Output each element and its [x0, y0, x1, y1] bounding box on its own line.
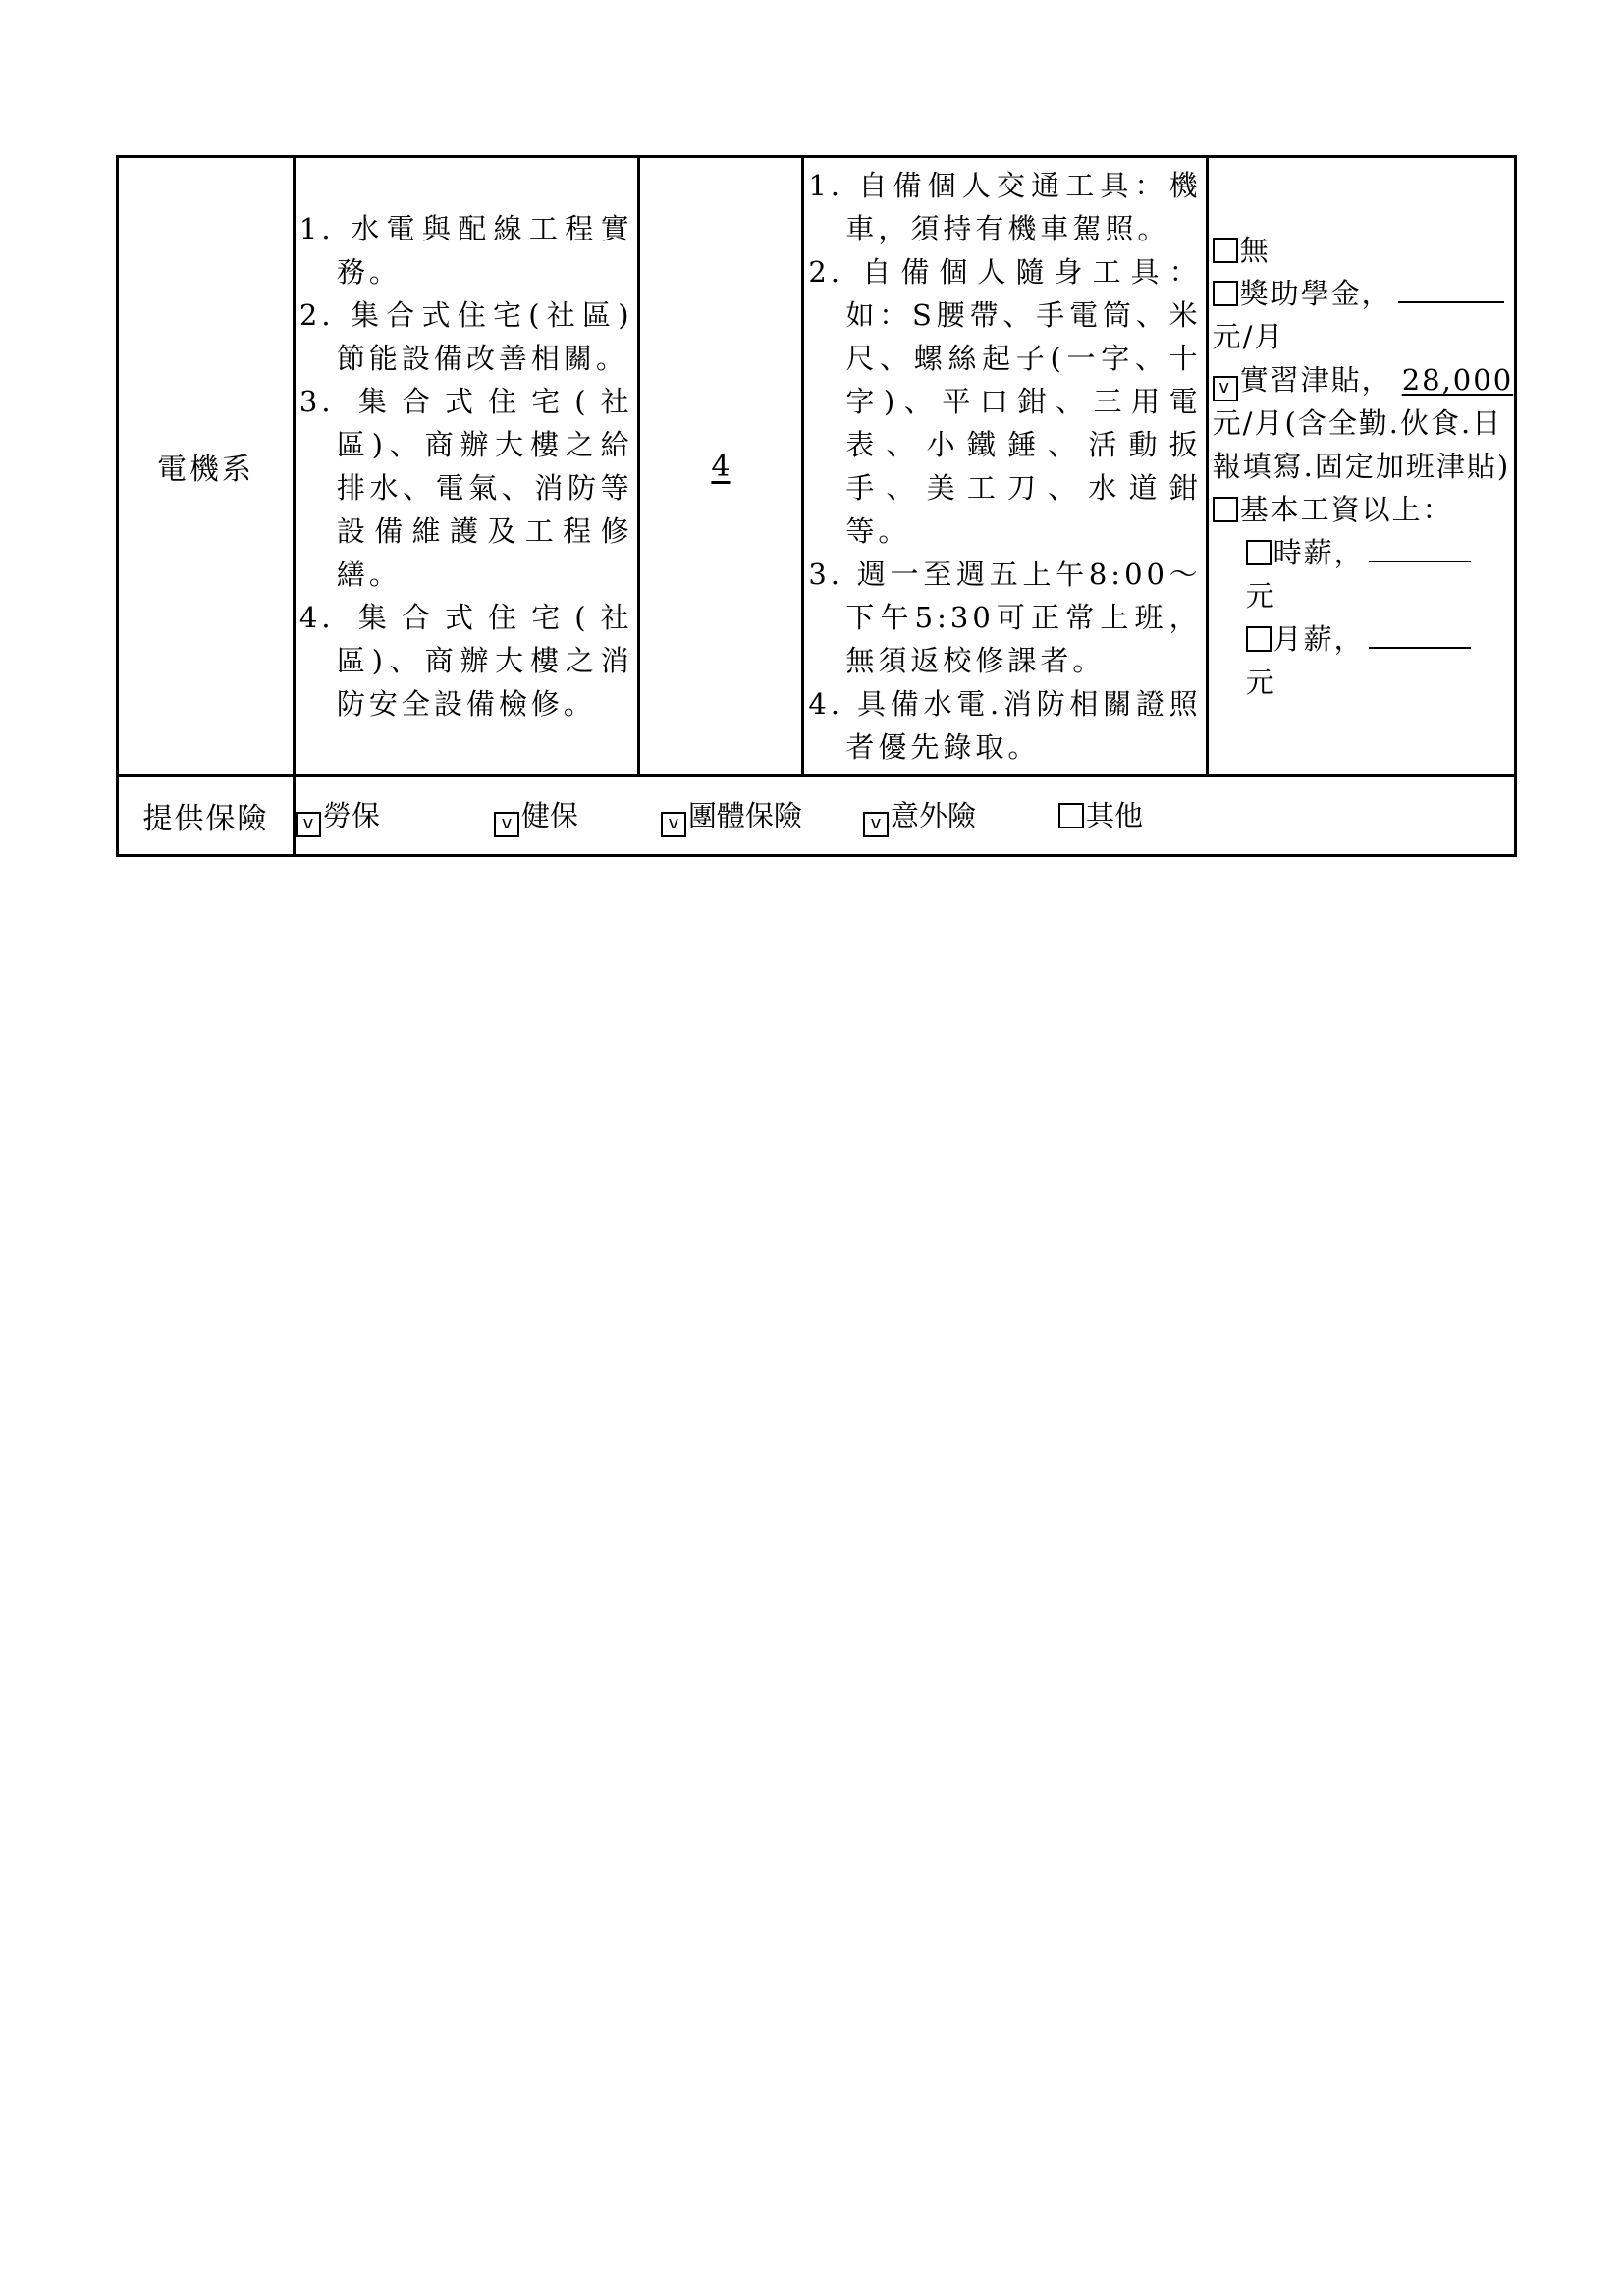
work-item: 4. 集合式住宅(社區)、商辦大樓之消防安全設備檢修。 — [298, 601, 633, 721]
department-name: 電機系 — [156, 453, 254, 487]
pay-allowance-label: 實習津貼， — [1239, 363, 1392, 397]
requirement-item: 1. 自備個人交通工具：機車，須持有機車駕照。 — [808, 169, 1202, 245]
pay-cell — [1207, 157, 1515, 776]
requirements-list — [804, 162, 1205, 771]
work-item: 1. 水電與配線工程實務。 — [298, 212, 633, 289]
insurance-option — [1058, 794, 1143, 834]
insurance-option — [494, 794, 578, 837]
pay-none-checkbox[interactable] — [1213, 238, 1238, 263]
pay-scholarship-option — [1213, 272, 1512, 315]
insurance-options — [294, 776, 1515, 856]
monthly-blank[interactable] — [1369, 617, 1471, 649]
pay-scholarship-label: 獎助學金， — [1239, 277, 1392, 310]
pay-allowance-option — [1213, 358, 1512, 401]
insurance-label: 提供保險 — [142, 802, 269, 836]
requirement-item: 3. 週一至週五上午8:00～下午5:30可正常上班，無須返校修課者。 — [808, 558, 1202, 677]
pay-none-option — [1213, 229, 1512, 272]
pay-scholarship-unit: 元/月 — [1212, 320, 1285, 353]
requirement-item: 2. 自備個人隨身工具：如：S腰帶、手電筒、米尺、螺絲起子(一字、十字)、平口鉗、三用電表、小鐵錘、活動扳手、美工刀、水道鉗等。 — [808, 255, 1202, 548]
pay-monthly-option — [1213, 617, 1512, 661]
hourly-blank[interactable] — [1369, 531, 1471, 562]
pay-monthly-checkbox[interactable] — [1246, 626, 1272, 652]
pay-scholarship-checkbox[interactable] — [1213, 281, 1238, 306]
intern-count: 4 — [711, 449, 731, 484]
insurance-label-cell — [118, 776, 295, 856]
insurance-option — [661, 794, 802, 837]
insurance-checkbox[interactable] — [1058, 803, 1084, 828]
pay-basic-option — [1213, 488, 1512, 531]
insurance-option-label: 意外險 — [890, 799, 976, 832]
internship-table — [116, 155, 1517, 857]
insurance-option-label: 健保 — [520, 799, 578, 832]
requirements-cell — [803, 157, 1207, 776]
pay-options — [1209, 223, 1514, 710]
insurance-checkbox[interactable]: v — [296, 812, 321, 837]
pay-basic-checkbox[interactable] — [1213, 497, 1238, 522]
pay-hourly-option — [1213, 531, 1512, 574]
department-row — [118, 157, 1516, 776]
insurance-checkbox[interactable]: v — [661, 812, 686, 837]
work-content-cell — [294, 157, 638, 776]
insurance-row — [118, 776, 1516, 856]
pay-none-label: 無 — [1239, 234, 1271, 267]
insurance-option-label: 團體保險 — [687, 799, 802, 832]
insurance-checkbox[interactable]: v — [863, 812, 889, 837]
insurance-checkbox[interactable]: v — [494, 812, 519, 837]
insurance-option-label: 其他 — [1085, 799, 1143, 832]
pay-monthly-unit: 元 — [1245, 666, 1276, 699]
department-cell — [118, 157, 295, 776]
insurance-option — [863, 794, 976, 837]
pay-allowance-checkbox[interactable]: v — [1213, 376, 1238, 401]
work-content-list — [296, 158, 637, 774]
scholarship-blank[interactable] — [1398, 272, 1504, 303]
pay-hourly-checkbox[interactable] — [1246, 540, 1272, 565]
insurance-option — [296, 794, 380, 837]
requirement-item: 4. 具備水電.消防相關證照者優先錄取。 — [808, 687, 1202, 764]
count-cell — [638, 157, 803, 776]
pay-hourly-unit: 元 — [1245, 579, 1276, 613]
insurance-option-label: 勞保 — [322, 799, 380, 832]
pay-basic-label: 基本工資以上： — [1239, 493, 1453, 526]
pay-hourly-label: 時薪， — [1272, 536, 1365, 569]
work-item: 2. 集合式住宅(社區)節能設備改善相關。 — [298, 298, 633, 375]
work-item: 3. 集合式住宅(社區)、商辦大樓之給排水、電氣、消防等設備維護及工程修繕。 — [298, 385, 633, 591]
pay-allowance-value: 28,000 — [1401, 363, 1514, 397]
pay-monthly-label: 月薪， — [1272, 622, 1365, 656]
pay-allowance-note: 元/月(含全勤.伙食.日報填寫.固定加班津貼) — [1212, 406, 1511, 483]
